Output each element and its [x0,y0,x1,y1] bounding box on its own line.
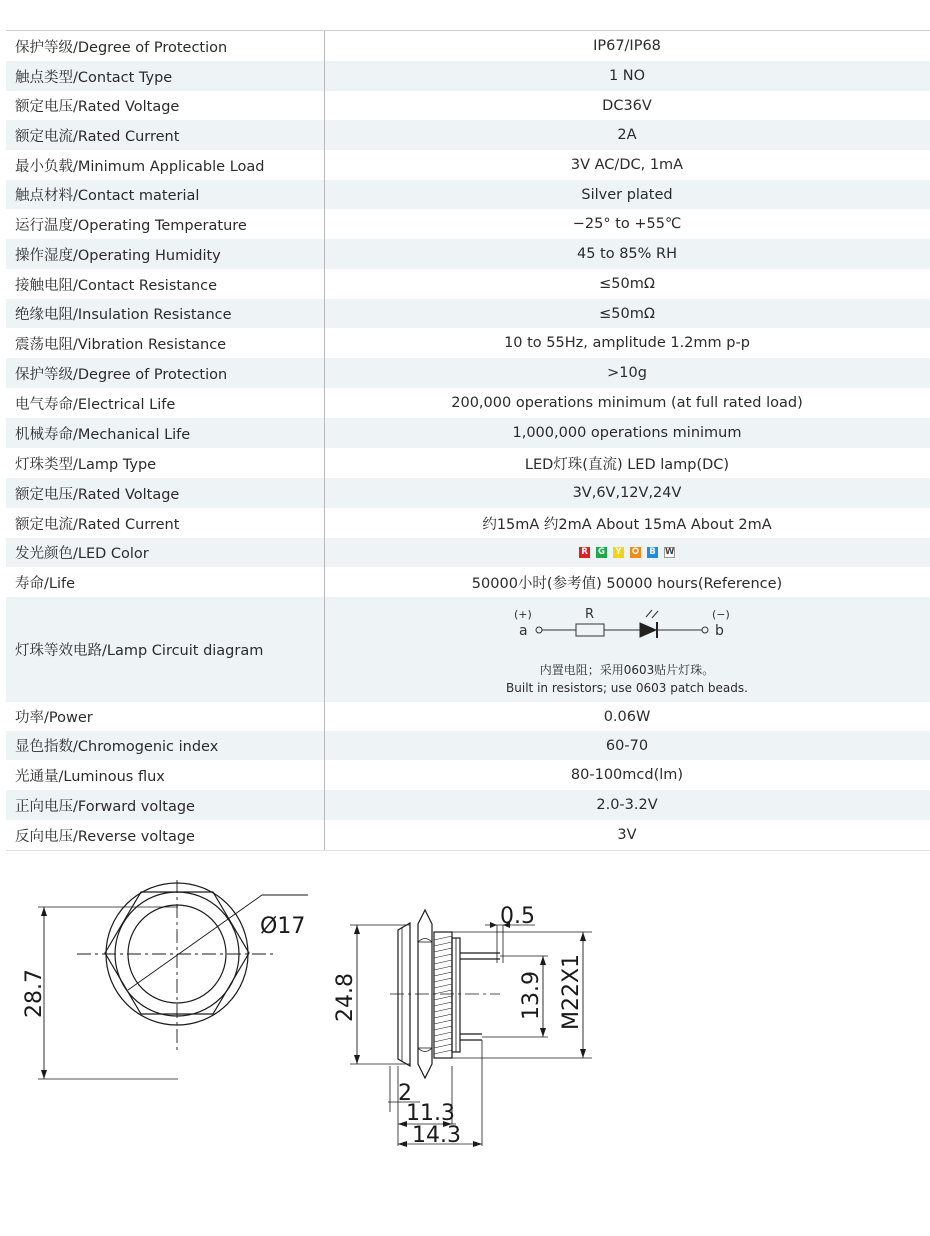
spec-value: 0.06W [603,708,651,725]
spec-value: LED灯珠(直流) LED lamp(DC) [524,456,730,473]
led-color-chip: G [596,547,607,558]
table-row [6,358,930,388]
node-a-label: a [519,622,528,639]
table-row [6,120,930,150]
led-color-chip: B [647,547,658,558]
spec-value: 3V AC/DC, 1mA [570,157,684,173]
spec-label: 显色指数/Chromogenic index [15,739,219,755]
emission-arrow [652,611,658,618]
spec-label: 触点类型/Contact Type [15,69,173,86]
spec-value: 3V [617,827,637,843]
spec-value: 200,000 operations minimum (at full rated load) [451,395,803,411]
dim-thread: M22X1 [559,953,584,1030]
spec-label: 运行温度/Operating Temperature [15,217,247,234]
resistor-label: R [585,606,595,622]
table-row [6,538,930,567]
minus-label: (−) [712,607,730,621]
table-row [6,820,930,850]
spec-label: 最小负载/Minimum Applicable Load [15,158,265,175]
table-row [6,299,930,328]
spec-label: 保护等级/Degree of Protection [15,366,228,383]
spec-value: 10 to 55Hz, amplitude 1.2mm p-p [504,335,750,351]
spec-label: 保护等级/Degree of Protection [15,39,228,56]
spec-value: 50000小时(参考值) 50000 hours(Reference) [471,575,783,592]
diode-symbol [640,623,656,637]
dim-diameter: Ø17 [260,914,306,939]
resistor-symbol [576,624,604,636]
spec-value: ≤50mΩ [599,305,655,322]
spec-label: 绝缘电阻/Insulation Resistance [15,307,232,323]
spec-value: ≤50mΩ [599,276,655,292]
dim-len2: 14.3 [412,1123,461,1148]
circuit-schematic [512,603,742,653]
dim-two: 2 [398,1081,412,1106]
node-b-terminal [702,627,708,633]
spec-value: >10g [607,365,647,381]
spec-value [324,545,930,561]
spec-value: DC36V [602,97,652,114]
table-row [6,567,930,597]
table-row [6,239,930,269]
table-column-divider [324,31,325,850]
led-color-chip: O [631,547,640,557]
table-row [6,478,930,508]
table-row [6,91,930,120]
node-a-terminal [536,627,542,633]
dim-len1: 11.3 [406,1101,455,1126]
spec-label: 发光颜色/LED Color [15,546,149,562]
spec-label: 机械寿命/Mechanical Life [15,426,191,443]
spec-label: 震荡电阻/Vibration Resistance [15,336,227,353]
table-row [6,508,930,538]
table-row [6,180,930,209]
spec-value: 45 to 85% RH [576,246,678,262]
spec-label: 触点材料/Contact material [15,188,200,204]
spec-value: 80-100mcd(lm) [570,767,684,783]
table-row [6,760,930,790]
led-color-chip: W [665,547,675,557]
plus-label: (+) [514,607,532,621]
spec-label: 电气寿命/Electrical Life [15,396,176,413]
spec-label: 额定电压/Rated Voltage [15,99,180,115]
dim-height: 28.7 [22,969,47,1018]
spec-value [324,603,930,697]
table-row [6,31,930,61]
spec-value: −25° to +55℃ [572,216,682,232]
table-row [6,61,930,91]
circuit-note-cn: 内置电阻；采用0603贴片灯珠。 [539,662,715,677]
table-row [6,269,930,299]
table-row [6,388,930,418]
spec-label: 额定电流/Rated Current [15,128,180,145]
spec-value: 3V,6V,12V,24V [572,485,682,501]
spec-label: 寿命/Life [15,575,76,592]
side-view [350,910,592,1147]
dim-body: 24.8 [333,973,358,1022]
spec-label: 灯珠等效电路/Lamp Circuit diagram [15,643,264,659]
table-row [6,702,930,731]
spec-label: 额定电压/Rated Voltage [15,486,180,503]
spec-label: 接触电阻/Contact Resistance [15,277,218,294]
spec-label: 额定电流/Rated Current [15,516,180,533]
led-color-chip: R [579,547,590,558]
dim-inner: 13.9 [519,971,544,1020]
spec-label: 功率/Power [15,710,93,726]
spec-label: 反向电压/Reverse voltage [15,828,195,845]
table-row [6,790,930,820]
spec-value: 约15mA 约2mA About 15mA About 2mA [482,516,772,533]
spec-label: 光通量/Luminous flux [15,768,165,785]
table-row [6,597,930,702]
emission-arrow [646,610,652,617]
table-row [6,328,930,358]
spec-value: 2.0-3.2V [596,797,658,813]
spec-value: 1,000,000 operations minimum [512,425,742,441]
spec-value: 2A [617,127,637,143]
table-row [6,448,930,478]
spec-value: 1 NO [608,68,646,84]
led-color-chip: Y [613,547,624,558]
spec-label: 操作湿度/Operating Humidity [15,247,221,264]
table-bottom-rule [6,850,930,851]
spec-value: Silver plated [581,186,673,203]
spec-label: 灯珠类型/Lamp Type [15,456,157,473]
spec-value: IP67/IP68 [593,38,661,54]
table-row [6,209,930,239]
node-b-label: b [715,622,724,639]
lamp-circuit-diagram [324,603,930,697]
spec-value: 60-70 [605,737,649,754]
spec-label: 正向电压/Forward voltage [15,798,195,815]
table-row [6,731,930,760]
dim-gap: 0.5 [500,904,535,929]
table-row [6,418,930,448]
circuit-note-en: Built in resistors; use 0603 patch beads. [506,680,748,695]
table-row [6,150,930,180]
dimension-drawing [0,880,930,1180]
